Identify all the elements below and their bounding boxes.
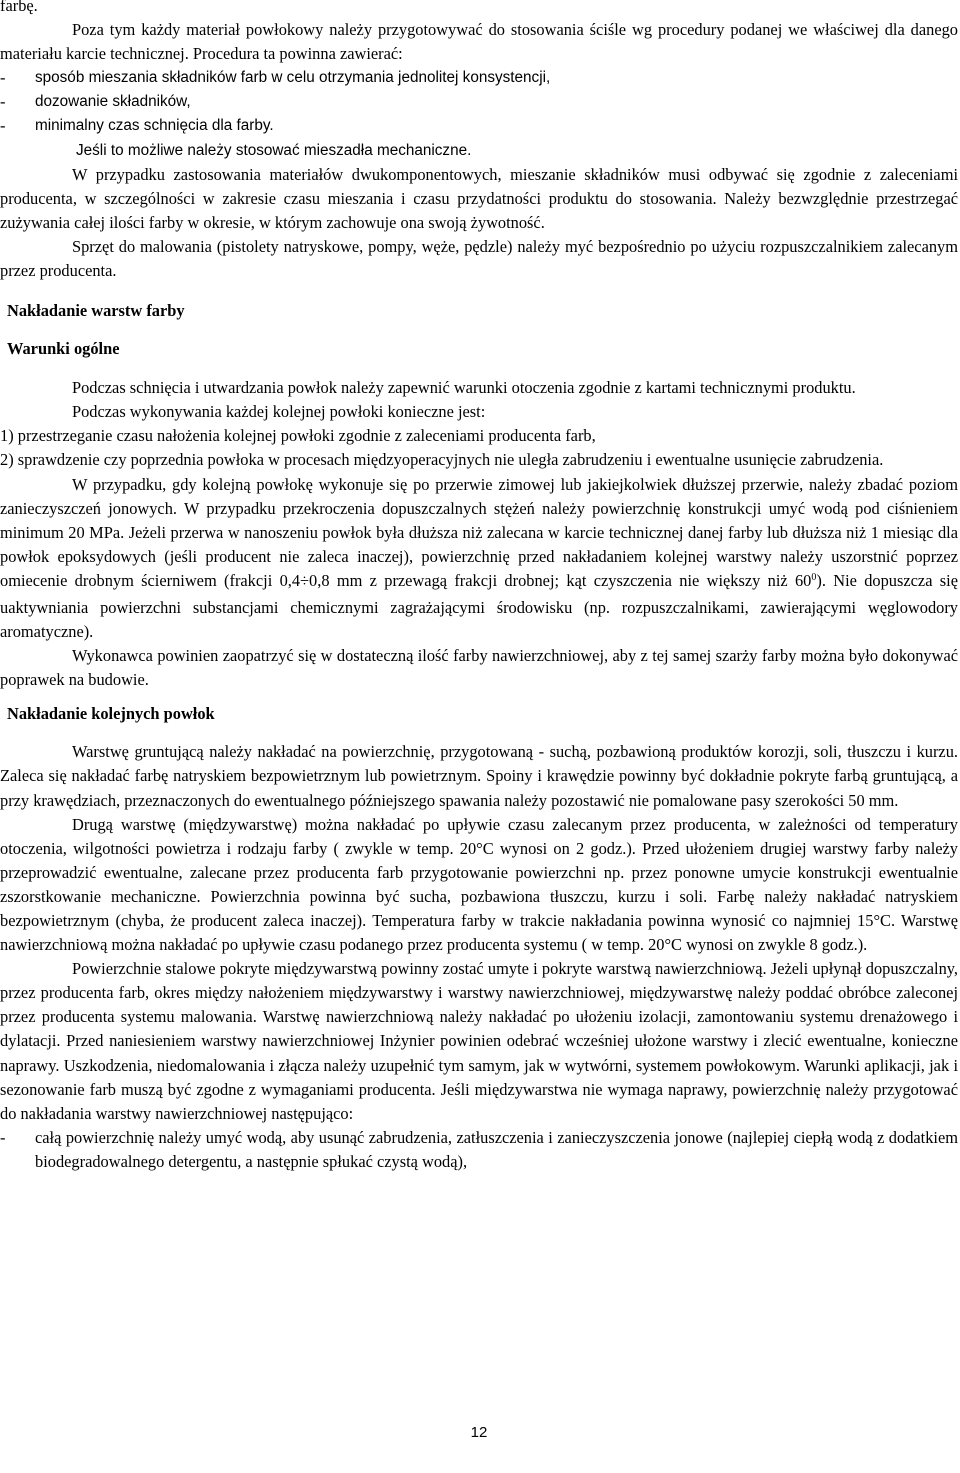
list-marker: - bbox=[0, 92, 6, 112]
section-heading: Nakładanie warstw farby bbox=[7, 301, 185, 321]
list-item-text: całą powierzchnię należy umyć wodą, aby usunąć zabrudzenia, zatłuszczenia i zanieczyszczenia jonowe (najlepiej ciepłą wodą z dodatkiem biodegradowalnego detergentu, a następnie spłukać czystą wodą), bbox=[35, 1127, 958, 1171]
list-item-text: dozowanie składników, bbox=[35, 93, 191, 111]
paragraph-topcoat: Powierzchnie stalowe pokryte międzywarstwą powinny zostać umyte i pokryte warstwą nawierzchniową. Jeżeli upłynął dopuszczalny, przez producenta farb, okres między nałożeniem międzywarstwy i warstwy nawierzchniowej, międzywarstwę należy poddać obróbce zaleconej przez producenta systemu malowania. Warstwę nawierzchniową należy nakładać po ułożeniu izolacji, zamontowaniu systemu drenażowego i dylatacji. Przed naniesieniem warstwy nawierzchniowej Inżynier powinien odebrać wcześniej ułożone warstwy i zlecić ewentualne, konieczne naprawy. Uszkodzenia, niedomalowania i złącza należy uzupełnić tym samym, jak w wytwórni, systemem powłokowym. Warunki aplikacji, jak i sezonowanie farb muszą być zgodne z wymaganiami producenta. Jeśli międzywarstwa nie wymaga naprawy, powierzchnię należy przygotować do nakładania warstwy nawierzchniowej następująco: bbox=[0, 959, 958, 1123]
list-item bbox=[0, 90, 958, 114]
paragraph-preparation: Poza tym każdy materiał powłokowy należy przygotowywać do stosowania ściśle wg procedury podanej we właściwej dla danego materiału karcie technicznej. Procedura ta powinna zawierać: bbox=[0, 20, 958, 64]
list-item-text: sposób mieszania składników farb w celu otrzymania jednolitej konsystencji, bbox=[35, 69, 551, 87]
list-item-text: przestrzeganie czasu nałożenia kolejnej powłoki zgodnie z zaleceniami producenta farb, bbox=[17, 426, 596, 446]
paragraph-contractor: Wykonawca powinien zaopatrzyć się w dostateczną ilość farby nawierzchniowej, aby z tej samej szarży farby można było dokonywać poprawek na budowie. bbox=[0, 646, 958, 690]
list-item bbox=[0, 114, 958, 138]
list-marker: 1) bbox=[0, 426, 14, 446]
list-marker: - bbox=[0, 1127, 6, 1147]
list-item bbox=[0, 424, 958, 448]
paragraph-drying: Podczas schnięcia i utwardzania powłok należy zapewnić warunki otoczenia zgodnie z kartami technicznymi produktu. bbox=[72, 378, 856, 398]
paragraph-fragment: farbę. bbox=[0, 0, 38, 15]
subsection-heading: Warunki ogólne bbox=[7, 339, 120, 359]
list-marker: - bbox=[0, 68, 6, 88]
list-marker: - bbox=[0, 116, 6, 136]
list-item bbox=[0, 448, 958, 472]
list-item bbox=[0, 66, 958, 90]
paragraph-intercoat: Drugą warstwę (międzywarstwę) można nakładać po upływie czasu zalecanym przez producenta, w zależności od temperatury otoczenia, wilgotności powietrza i rodzaju farby ( zwykle w temp. 20°C wynosi on 2 godz.). Przed ułożeniem drugiej warstwy farby należy przeprowadzić ewentualne, zalecane przez producenta farb przygotowanie powierzchni np. przez ponowne umycie konstrukcji ewentualnie zszorstkowanie mechaniczne. Powierzchnia powinna być sucha, pozbawiona tłuszczu, kurzu i soli. Farbę należy nakładać natryskiem bezpowietrznym (chyba, że producent zaleca inaczej). Temperatura farby w trakcie nakładania powinna wynosić co najmniej 15°C. Warstwę nawierzchniową można nakładać po upływie czasu podanego przez producenta systemu ( w temp. 20°C wynosi on zwykle 8 godz.). bbox=[0, 814, 958, 955]
paragraph-winter-break bbox=[0, 473, 958, 645]
list-item bbox=[0, 1126, 958, 1174]
paragraph-primer: Warstwę gruntującą należy nakładać na powierzchnię, przygotowaną - suchą, pozbawioną produktów korozji, soli, tłuszczu i kurzu. Zaleca się nakładać farbę natryskiem bezpowietrznym lub powietrznym. Spoiny i krawędzie powinny być dokładnie pokryte farbą gruntującą, a przy krawędziach, przeznaczonych do ewentualnego późniejszego spawania należy pozostawić nie pomalowane pasy szerokości 50 mm. bbox=[0, 742, 958, 810]
text-run: ). Nie dopuszcza się uaktywniania powierzchni substancjami chemicznymi zagrażającymi środowisku (np. rozpuszczalnikami, zawierającymi węglowodory aromatyczne). bbox=[0, 570, 958, 642]
text-run: W przypadku, gdy kolejną powłokę wykonuje się po przerwie zimowej lub jakiejkolwiek dłuższej przerwie, należy zbadać poziom zanieczyszczeń jonowych. W przypadku przekroczenia dopuszczalnych stężeń należy powierzchnię konstrukcji umyć wodą pod ciśnieniem minimum 20 MPa. Jeżeli przerwa w nanoszeniu powłok była dłuższa niż zalecana w karcie technicznej danej farby lub dłuższa niż 1 miesiąc dla powłok epoksydowych (jeśli producent nie zaleca inaczej), powierzchnię przed nakładaniem kolejnej warstwy należy uszorstnić poprzez omiecenie drobnym ścierniwem (frakcji 0,4÷0,8 mm z przewagą frakcji drobnej; kąt czyszczenia nie większy niż 60 bbox=[0, 474, 958, 590]
superscript: 0 bbox=[811, 571, 817, 583]
page-number: 12 bbox=[470, 1424, 488, 1441]
paragraph-two-component: W przypadku zastosowania materiałów dwukomponentowych, mieszanie składników musi odbywać się zgodnie z zaleceniami producenta, w szczególności w zakresie czasu mieszania i czasu przydatności produktu do stosowania. Należy bezwzględnie przestrzegać zużywania całej ilości farby w okresie, w którym zachowuje ona swoją żywotność. bbox=[0, 164, 958, 232]
list-item-text: sprawdzenie czy poprzednia powłoka w procesach międzyoperacyjnych nie uległa zabrudzeniu i ewentualne usunięcie zabrudzenia. bbox=[17, 450, 884, 470]
paragraph-requirements: Podczas wykonywania każdej kolejnej powłoki konieczne jest: bbox=[72, 402, 486, 422]
list-marker: 2) bbox=[0, 450, 14, 470]
paragraph-equipment: Sprzęt do malowania (pistolety natryskowe, pompy, węże, pędzle) należy myć bezpośrednio po użyciu rozpuszczalnikiem zalecanym przez producenta. bbox=[0, 236, 958, 281]
section-heading: Nakładanie kolejnych powłok bbox=[7, 704, 215, 724]
paragraph-mixers: Jeśli to możliwe należy stosować mieszadła mechaniczne. bbox=[76, 141, 472, 159]
list-item-text: minimalny czas schnięcia dla farby. bbox=[35, 117, 274, 135]
